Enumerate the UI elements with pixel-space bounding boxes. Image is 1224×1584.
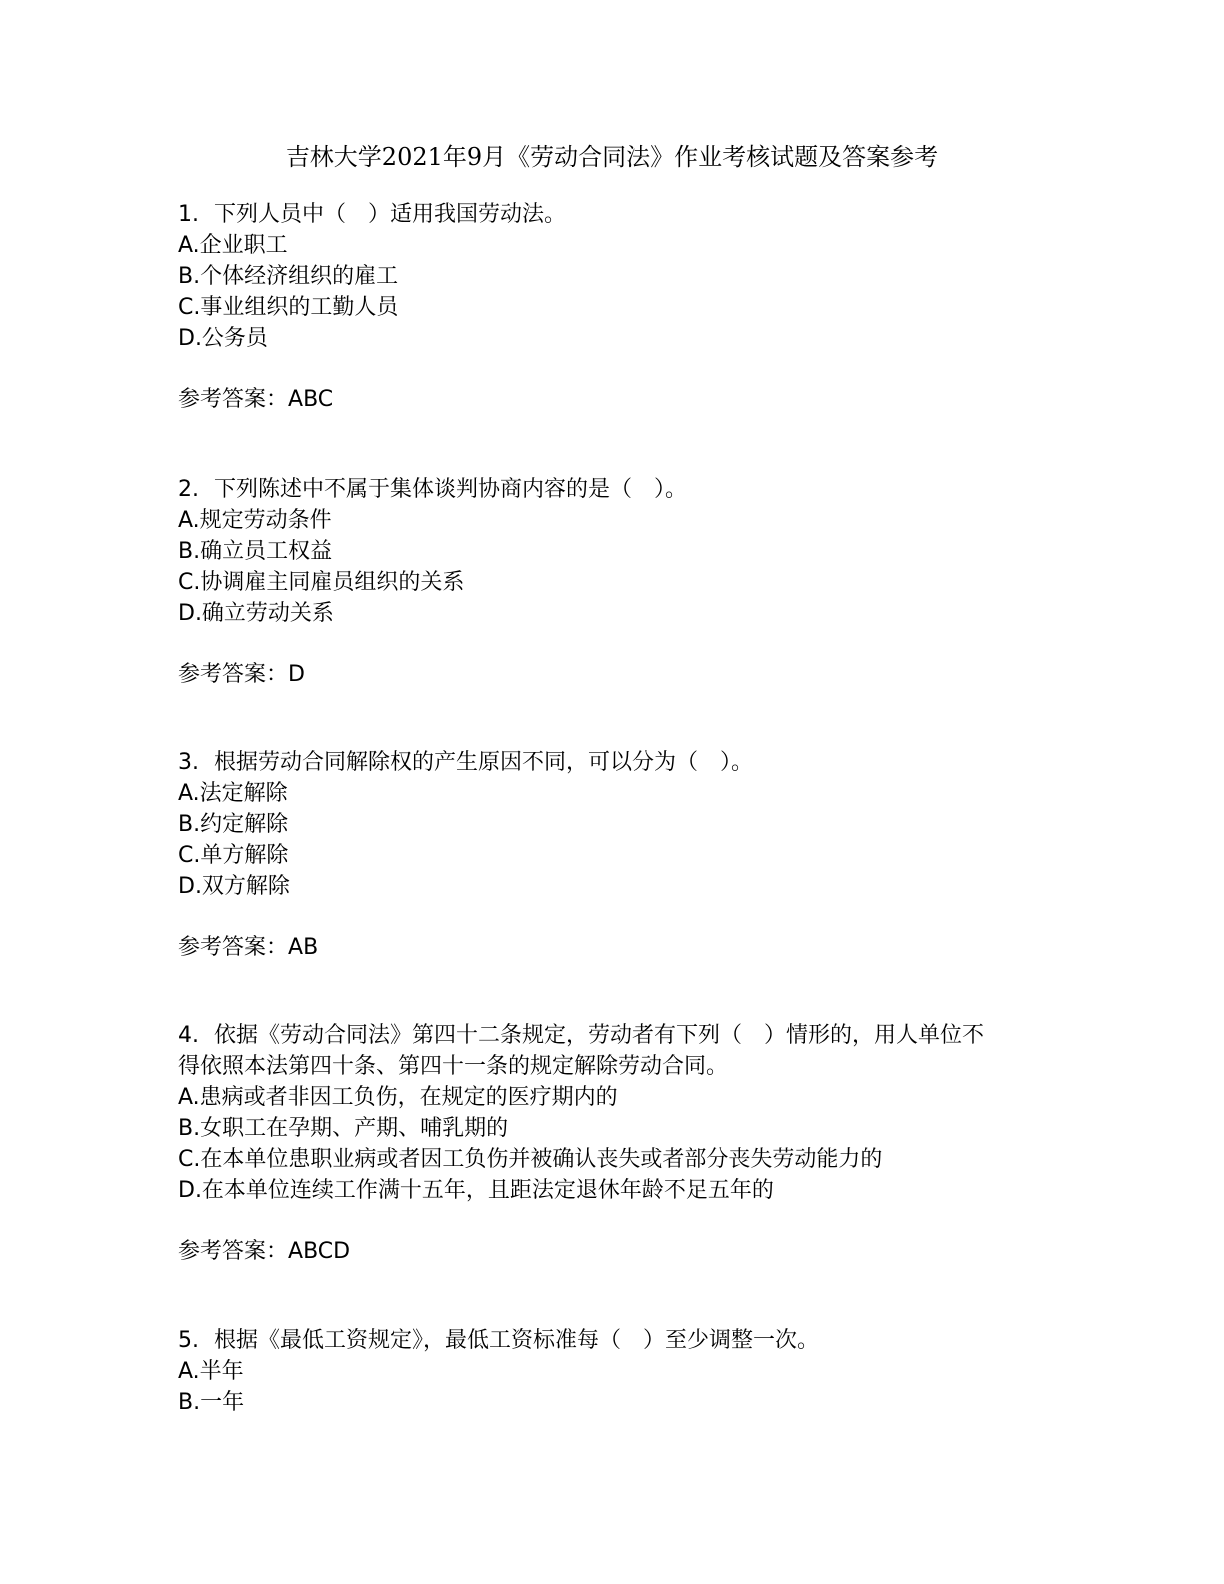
option-b: B.约定解除	[178, 812, 289, 837]
question-text: 下列人员中（ ）适用我国劳动法。	[214, 202, 567, 227]
answer-label: 参考答案：	[178, 1239, 289, 1264]
option-a: A.患病或者非因工负伤，在规定的医疗期内的	[178, 1085, 618, 1110]
question-stem	[178, 474, 1038, 505]
answer-value: ABC	[288, 387, 334, 412]
question-2	[178, 474, 1038, 690]
answer-label: 参考答案：	[178, 935, 289, 960]
answer-value: AB	[288, 935, 319, 960]
option-d: D.确立劳动关系	[178, 601, 334, 626]
question-3	[178, 747, 1038, 963]
question-text: 根据劳动合同解除权的产生原因不同，可以分为（ ）。	[214, 750, 754, 775]
question-stem	[178, 747, 1038, 778]
option-a: A.规定劳动条件	[178, 508, 332, 533]
question-number: 4.	[178, 1023, 199, 1048]
question-1	[178, 199, 1038, 415]
reference-answer	[178, 659, 1038, 690]
question-text: 下列陈述中不属于集体谈判协商内容的是（ ）。	[214, 477, 688, 502]
option-b: B.女职工在孕期、产期、哺乳期的	[178, 1116, 509, 1141]
question-4	[178, 1020, 1038, 1267]
option-b: B.确立员工权益	[178, 539, 333, 564]
answer-value: ABCD	[288, 1239, 351, 1264]
option-b: B.一年	[178, 1390, 245, 1415]
answer-value: D	[288, 662, 305, 687]
question-stem	[178, 1325, 1038, 1356]
option-c: C.单方解除	[178, 843, 289, 868]
option-d: D.公务员	[178, 326, 268, 351]
document-title: 吉林大学2021年9月《劳动合同法》作业考核试题及答案参考	[285, 143, 939, 171]
question-stem	[178, 199, 1038, 230]
answer-label: 参考答案：	[178, 662, 289, 687]
question-5	[178, 1325, 1038, 1418]
option-a: A.法定解除	[178, 781, 288, 806]
answer-label: 参考答案：	[178, 387, 289, 412]
question-text-continued: 得依照本法第四十条、第四十一条的规定解除劳动合同。	[178, 1054, 729, 1079]
question-text: 依据《劳动合同法》第四十二条规定，劳动者有下列（ ）情形的，用人单位不	[214, 1023, 985, 1048]
reference-answer	[178, 384, 1038, 415]
question-text: 根据《最低工资规定》，最低工资标准每（ ）至少调整一次。	[214, 1328, 820, 1353]
question-number: 3.	[178, 750, 199, 775]
option-b: B.个体经济组织的雇工	[178, 264, 399, 289]
reference-answer	[178, 932, 1038, 963]
option-c: C.在本单位患职业病或者因工负伤并被确认丧失或者部分丧失劳动能力的	[178, 1147, 883, 1172]
option-d: D.双方解除	[178, 874, 290, 899]
option-a: A.企业职工	[178, 233, 288, 258]
option-c: C.协调雇主同雇员组织的关系	[178, 570, 465, 595]
option-c: C.事业组织的工勤人员	[178, 295, 399, 320]
option-d: D.在本单位连续工作满十五年，且距法定退休年龄不足五年的	[178, 1178, 774, 1203]
question-stem	[178, 1020, 1038, 1082]
question-number: 5.	[178, 1328, 199, 1353]
question-number: 2.	[178, 477, 199, 502]
option-a: A.半年	[178, 1359, 244, 1384]
reference-answer	[178, 1236, 1038, 1267]
question-number: 1.	[178, 202, 199, 227]
